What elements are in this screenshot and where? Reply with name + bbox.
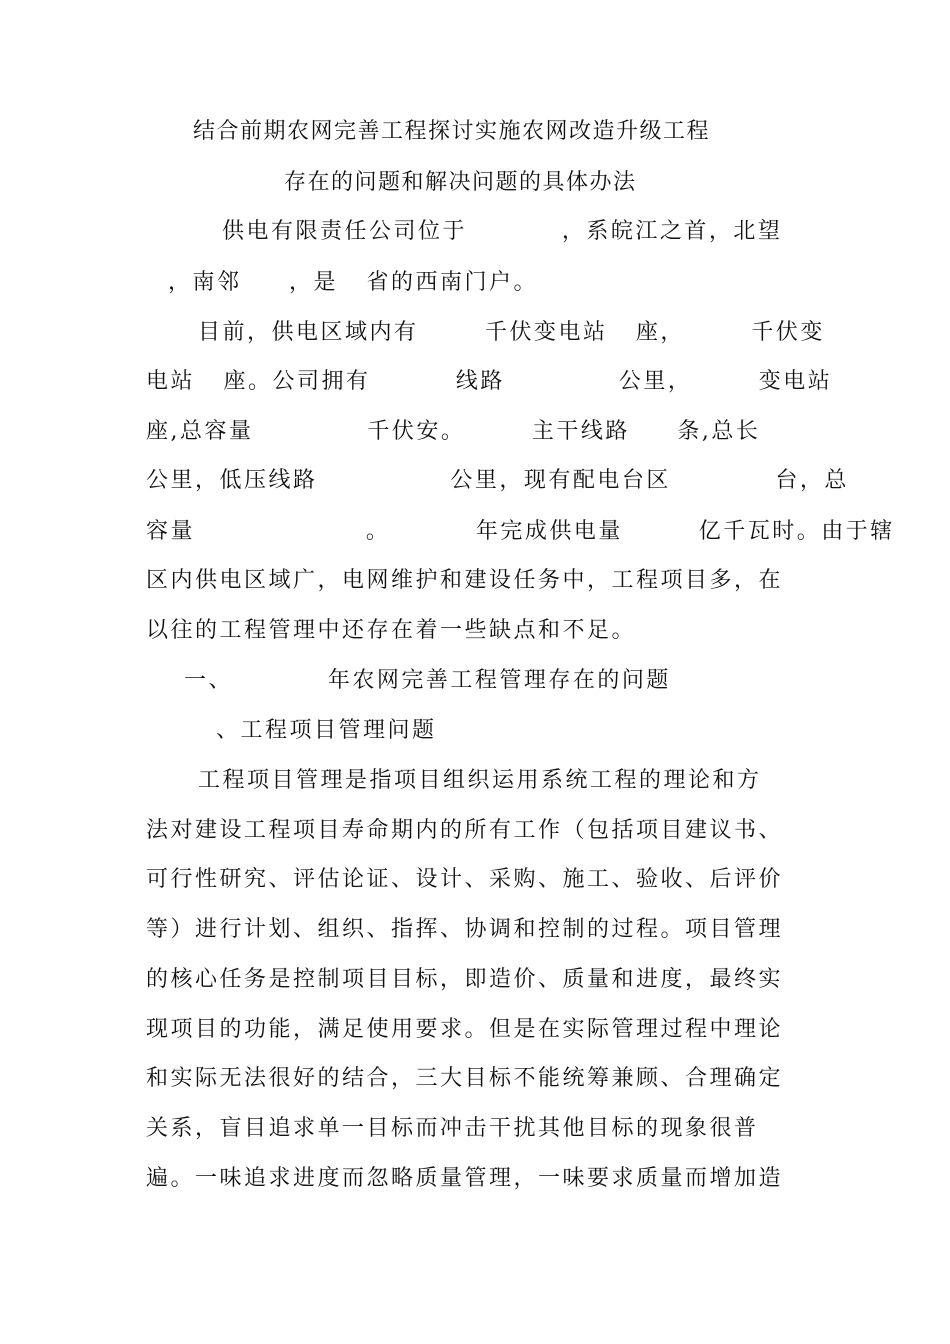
body-line-3: 目前，供电区域内有 千伏变电站 座， 千伏变: [198, 320, 825, 345]
body-line-2: ，南邻 ，是 省的西南门户。: [168, 270, 538, 295]
body-line-18: 和实际无法很好的结合，三大目标不能统筹兼顾、合理确定: [146, 1066, 784, 1091]
body-line-12: 工程项目管理是指项目组织运用系统工程的理论和方: [198, 768, 762, 793]
body-line-19: 关系，盲目追求单一目标而冲击干扰其他目标的现象很普: [146, 1116, 759, 1141]
body-line-1: 供电有限责任公司位于 ，系皖江之首，北望: [222, 219, 783, 244]
body-line-17: 现项目的功能，满足使用要求。但是在实际管理过程中理论: [146, 1017, 784, 1042]
body-line-9: 以往的工程管理中还存在着一些缺点和不足。: [146, 618, 637, 643]
document-title-line-2: 存在的问题和解决问题的具体办法: [284, 170, 637, 195]
body-line-13: 法对建设工程项目寿命期内的所有工作（包括项目建议书、: [146, 818, 784, 843]
document-title-line-1: 结合前期农网完善工程探讨实施农网改造升级工程: [193, 119, 711, 144]
body-line-14: 可行性研究、评估论证、设计、采购、施工、验收、后评价: [146, 867, 784, 892]
body-line-7: 容量 。 年完成供电量 亿千瓦时。由于辖: [146, 519, 895, 544]
body-line-16: 的核心任务是控制项目目标，即造价、质量和进度，最终实: [146, 967, 784, 992]
section-heading-1: 一、 年农网完善工程管理存在的问题: [184, 668, 671, 693]
body-line-4: 电站 座。公司拥有 线路 公里， 变电站: [146, 369, 833, 394]
body-line-6: 公里，低压线路 公里，现有配电台区 台，总: [146, 468, 849, 493]
body-line-15: 等）进行计划、组织、指挥、协调和控制的过程。项目管理: [146, 917, 784, 942]
body-line-8: 区内供电区域广，电网维护和建设任务中，工程项目多，在: [146, 568, 784, 593]
subsection-heading-1: 、工程项目管理问题: [216, 718, 437, 743]
body-line-5: 座,总容量 千伏安。 主干线路 条,总长: [146, 419, 761, 444]
body-line-20: 遍。一味追求进度而忽略质量管理，一味要求质量而增加造: [146, 1166, 784, 1191]
